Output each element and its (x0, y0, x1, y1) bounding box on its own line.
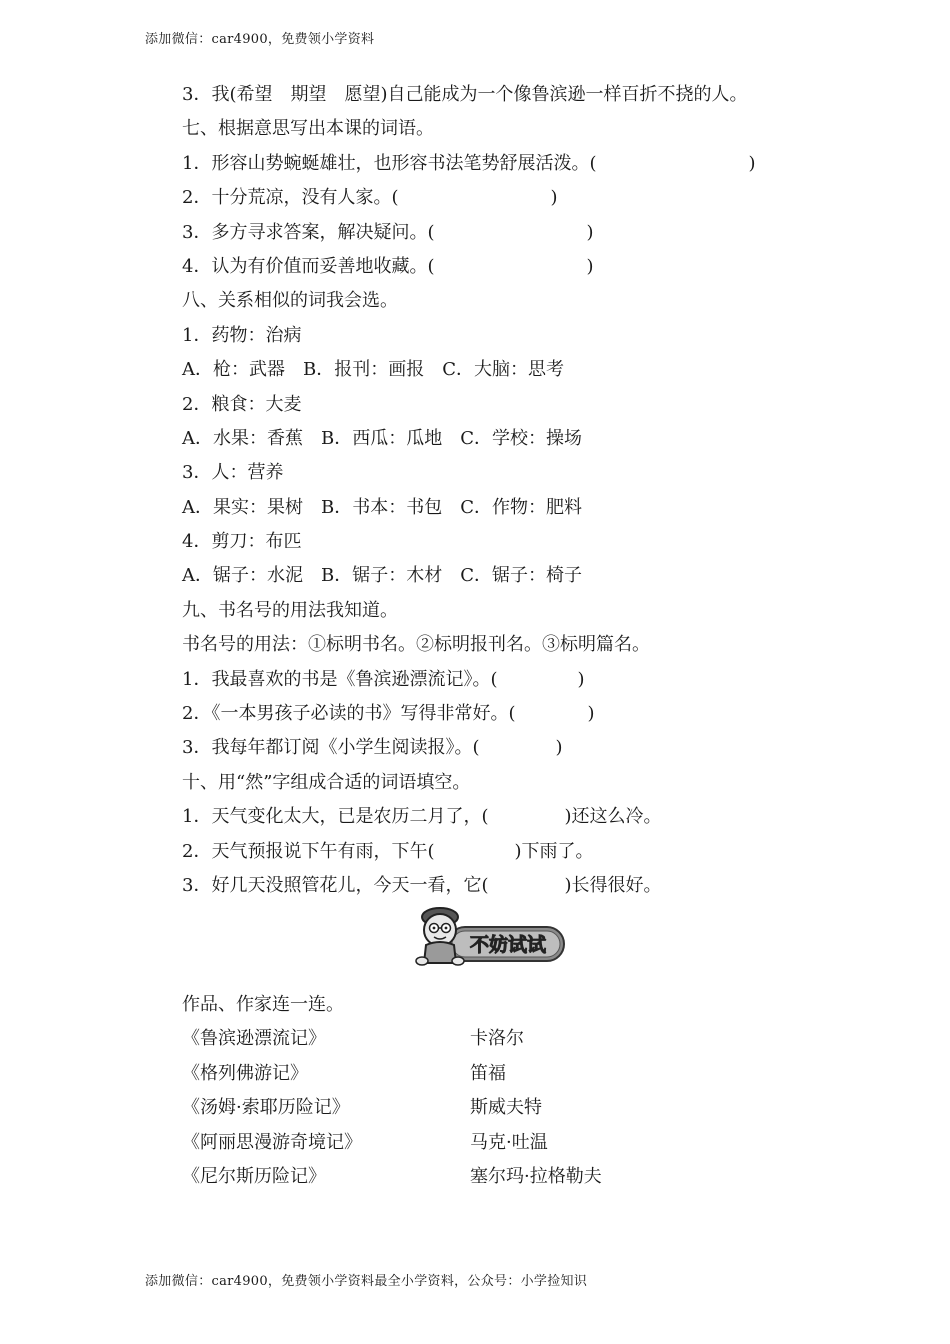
section-heading: 七、根据意思写出本课的词语。 (182, 118, 434, 140)
close-paren: ) (587, 703, 595, 725)
match-row[interactable] (182, 1057, 702, 1091)
close-paren: ) (586, 221, 594, 243)
question-line (182, 250, 882, 284)
line: 书名号的用法：①标明书名。②标明报刊名。③标明篇名。 (182, 634, 650, 656)
close-paren: ) (577, 668, 585, 690)
line: 3．我(希望 期望 愿望)自己能成为一个像鲁滨逊一样百折不挠的人。 (182, 84, 748, 105)
work-title: 《尼尔斯历险记》 (182, 1165, 326, 1187)
try-it-badge (410, 903, 570, 969)
author-name: 斯威夫特 (470, 1097, 542, 1119)
options-line: A．枪：武器 B．报刊：画报 C．大脑：思考 (182, 359, 564, 381)
badge-text: 不妨试试 (469, 934, 547, 956)
question-line (182, 181, 882, 215)
close-paren: ) (550, 187, 558, 209)
question-text: 1．形容山势蜿蜒雄壮，也形容书法笔势舒展活泼。( (182, 152, 597, 174)
matching-exercise (182, 988, 702, 1194)
section-heading: 十、用“然”字组成合适的词语填空。 (182, 771, 471, 793)
question-line (182, 216, 882, 250)
line: 4．剪刀：布匹 (182, 531, 302, 553)
page-header: 添加微信：car4900，免费领小学资料 (145, 32, 375, 47)
close-paren: ) (748, 152, 756, 174)
question-line (182, 697, 882, 731)
work-title: 《阿丽思漫游奇境记》 (182, 1131, 362, 1153)
question-line (182, 731, 882, 765)
question-tail: )下雨了。 (514, 840, 594, 862)
question-text: 2．《一本男孩子必读的书》写得非常好。( (182, 703, 516, 725)
question-line (182, 147, 882, 181)
line: 3．人：营养 (182, 462, 284, 484)
question-line (182, 663, 882, 697)
line: 2．粮食：大麦 (182, 393, 302, 415)
match-row[interactable] (182, 1091, 702, 1125)
match-row[interactable] (182, 1022, 702, 1056)
options-line: A．水果：香蕉 B．西瓜：瓜地 C．学校：操场 (182, 427, 582, 449)
work-title: 《鲁滨逊漂流记》 (182, 1028, 326, 1050)
question-line (182, 869, 882, 903)
question-text: 1．我最喜欢的书是《鲁滨逊漂流记》。( (182, 668, 498, 690)
page-footer: 添加微信：car4900，免费领小学资料最全小学资料，公众号：小学捡知识 (145, 1274, 588, 1289)
question-text: 3．好几天没照管花儿，今天一看，它( (182, 874, 489, 896)
question-text: 4．认为有价值而妥善地收藏。( (182, 255, 435, 277)
match-row[interactable] (182, 1126, 702, 1160)
work-title: 《汤姆·索耶历险记》 (182, 1097, 350, 1119)
options-line: A．锯子：水泥 B．锯子：木材 C．锯子：椅子 (182, 565, 582, 587)
question-line (182, 800, 882, 834)
question-text: 2．天气预报说下午有雨，下午( (182, 840, 435, 862)
author-name: 马克·吐温 (470, 1131, 548, 1153)
options-line: A．果实：果树 B．书本：书包 C．作物：肥料 (182, 496, 582, 518)
work-title: 《格列佛游记》 (182, 1062, 308, 1084)
question-text: 2．十分荒凉，没有人家。( (182, 187, 399, 209)
line: 1．药物：治病 (182, 324, 302, 346)
exercise-content (182, 78, 882, 903)
author-name: 卡洛尔 (470, 1028, 524, 1050)
question-text: 1．天气变化太大，已是农历二月了，( (182, 806, 489, 828)
question-tail: )长得很好。 (564, 874, 662, 896)
question-line (182, 835, 882, 869)
match-intro: 作品、作家连一连。 (182, 994, 344, 1015)
cartoon-kid-icon (410, 903, 570, 969)
match-row[interactable] (182, 1160, 702, 1194)
author-name: 笛福 (470, 1062, 506, 1084)
question-tail: )还这么冷。 (564, 806, 662, 828)
question-text: 3．多方寻求答案，解决疑问。( (182, 221, 435, 243)
close-paren: ) (586, 255, 594, 277)
question-text: 3．我每年都订阅《小学生阅读报》。( (182, 737, 480, 759)
section-heading: 八、关系相似的词我会选。 (182, 290, 398, 312)
section-heading: 九、书名号的用法我知道。 (182, 599, 398, 621)
author-name: 塞尔玛·拉格勒夫 (470, 1165, 602, 1187)
close-paren: ) (555, 737, 563, 759)
